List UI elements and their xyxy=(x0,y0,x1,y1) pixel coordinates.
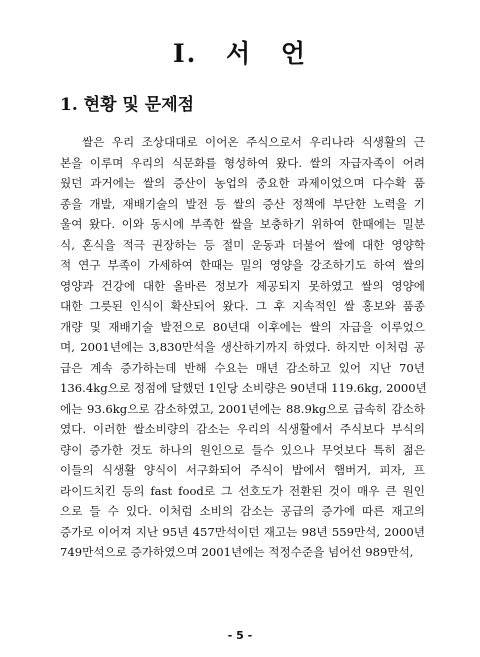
chapter-title: I. 서 언 xyxy=(172,39,308,68)
body-paragraph xyxy=(60,132,425,563)
text-line: 본을 이루며 우리의 식문화를 형성하여 왔다. 쌀의 자급자족이 어려 xyxy=(60,155,425,170)
text-line: 웠던 과거에는 쌀의 증산이 농업의 중요한 과제이었으며 다수확 품 xyxy=(60,176,425,190)
text-line: 며, 2001년에는 3,830만석을 생산하기까지 하였다. 하지만 이처럼 공 xyxy=(60,340,425,354)
text-line: 량이 증가한 것도 하나의 원인으로 들수 있으나 무엇보다 특히 젊은 xyxy=(60,442,425,457)
text-line: 울여 왔다. 이와 동시에 부족한 쌀을 보충하기 위하여 한때에는 밀분 xyxy=(60,217,425,231)
text-line: 증가로 이어져 지난 95년 457만석이던 재고는 98년 559만석, 2000년 xyxy=(60,524,425,539)
text-line: 으로 들 수 있다. 이처럼 소비의 감소는 공급의 증가에 따른 재고의 xyxy=(60,504,425,518)
section-heading: 1. 현황 및 문제점 xyxy=(60,95,195,115)
text-line: 였다. 이러한 쌀소비량의 감소는 우리의 식생활에서 주식보다 부식의 xyxy=(60,422,425,436)
text-line: 136.4kg으로 정점에 달했던 1인당 소비량은 90년대 119.6kg, 2000년 xyxy=(60,381,427,395)
text-line: 식, 혼식을 적극 권장하는 등 절미 운동과 더불어 쌀에 대한 영양학 xyxy=(60,237,425,252)
text-line: 쌀은 우리 조상대대로 이어온 주식으로서 우리나라 식생활의 근 xyxy=(82,135,425,149)
text-line: 대한 그릇된 인식이 확산되어 왔다. 그 후 지속적인 쌀 홍보와 품종 xyxy=(60,299,425,313)
text-line: 적 연구 부족이 가세하여 한때는 밀의 영양을 강조하기도 하여 쌀의 xyxy=(60,258,425,272)
text-line: 영양과 건강에 대한 올바른 정보가 제공되지 못하였고 쌀의 영양에 xyxy=(60,278,425,293)
text-line: 라이드치킨 등의 fast food로 그 선호도가 전환된 것이 매우 큰 원인 xyxy=(60,483,425,498)
text-line: 이들의 식생활 양식이 서구화되어 주식이 밥에서 햄버거, 피자, 프 xyxy=(60,463,425,477)
text-line: 종을 개발, 재배기술의 발전 등 쌀의 증산 정책에 부단한 노력을 기 xyxy=(60,196,425,211)
text-line: 에는 93.6kg으로 감소하였고, 2001년에는 88.9kg으로 급속히 감소하 xyxy=(60,401,425,416)
page-number: - 5 - xyxy=(227,629,253,642)
text-line: 749만석으로 증가하였으며 2001년에는 적정수준을 넘어선 989만석, xyxy=(60,545,414,559)
text-line: 급은 계속 증가하는데 반해 수요는 매년 감소하고 있어 지난 70년 xyxy=(60,360,425,375)
text-line: 개량 및 재배기술 발전으로 80년대 이후에는 쌀의 자급을 이루었으 xyxy=(60,319,425,334)
